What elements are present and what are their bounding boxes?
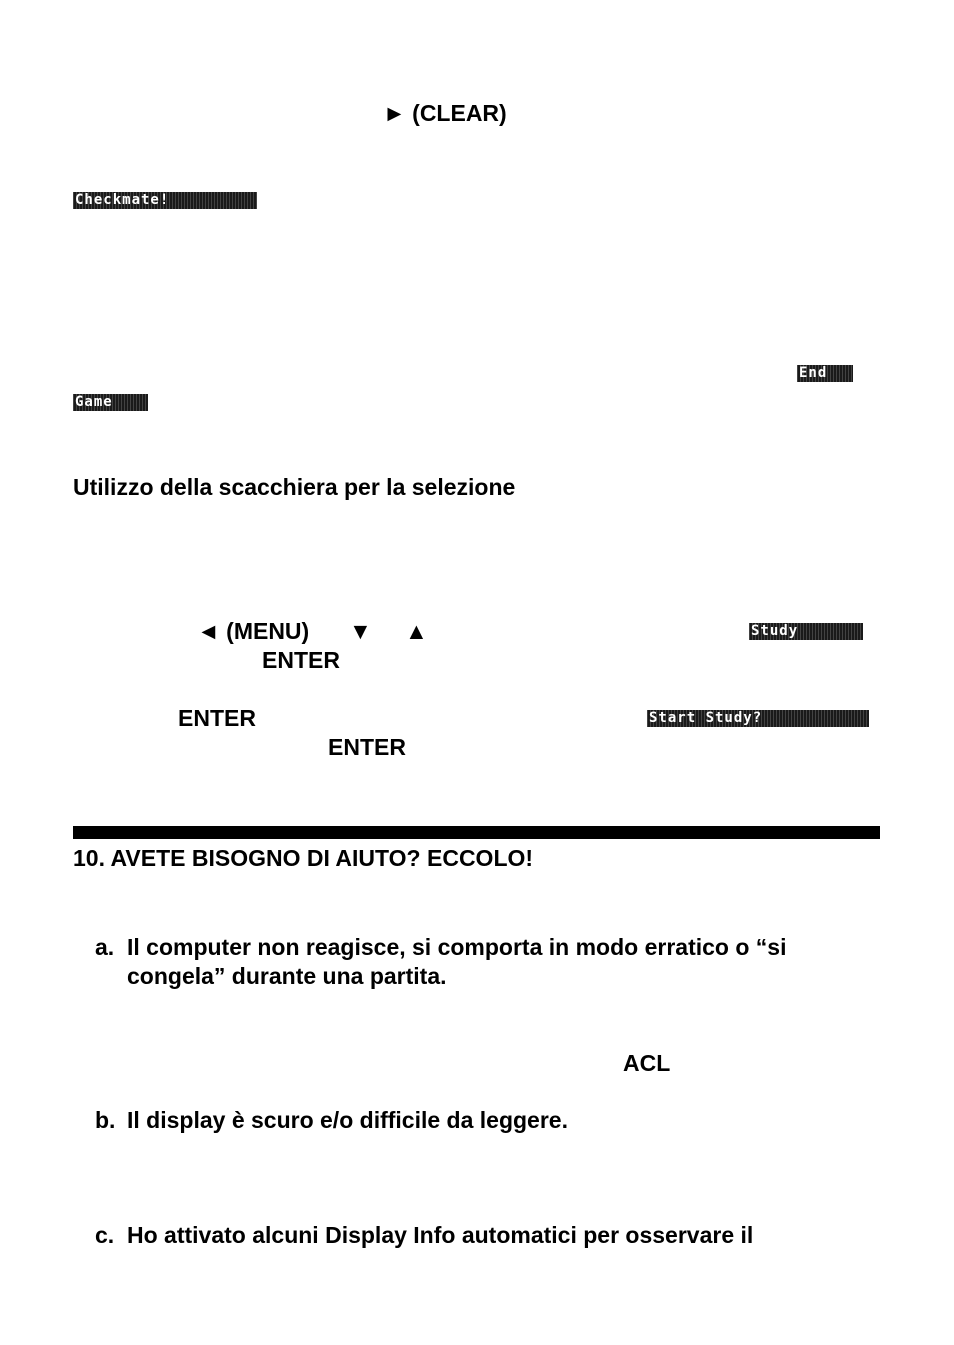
- menu-key-label: ◄ (MENU): [197, 618, 310, 644]
- section-title: 10. AVETE BISOGNO DI AIUTO? ECCOLO!: [73, 845, 534, 871]
- enter-key-label-2: ENTER: [178, 705, 256, 731]
- list-item-label: b.: [95, 1107, 116, 1133]
- list-item-text: Il computer non reagisce, si comporta in modo erratico o “si congela” durante una partita.: [127, 934, 787, 989]
- enter-key-label-3: ENTER: [328, 734, 406, 760]
- lcd-study: Study: [749, 623, 863, 640]
- lcd-end: End: [797, 365, 853, 382]
- down-arrow-icon: ▼: [349, 618, 372, 644]
- board-selection-heading: Utilizzo della scacchiera per la selezione: [73, 474, 516, 500]
- acl-key-label: ACL: [623, 1050, 671, 1076]
- section-divider: [73, 826, 880, 839]
- list-item-label: a.: [95, 934, 115, 960]
- enter-key-label-1: ENTER: [262, 647, 340, 673]
- list-item-text: Ho attivato alcuni Display Info automatici per osservare il: [127, 1222, 754, 1248]
- list-item-text: Il display è scuro e/o difficile da leggere.: [127, 1107, 568, 1133]
- lcd-start-study: Start Study?: [647, 710, 869, 727]
- lcd-game: Game: [73, 394, 148, 411]
- up-arrow-icon: ▲: [405, 618, 428, 644]
- clear-key-label: ► (CLEAR): [383, 100, 507, 126]
- lcd-checkmate: Checkmate!: [73, 192, 257, 209]
- list-item-label: c.: [95, 1222, 115, 1248]
